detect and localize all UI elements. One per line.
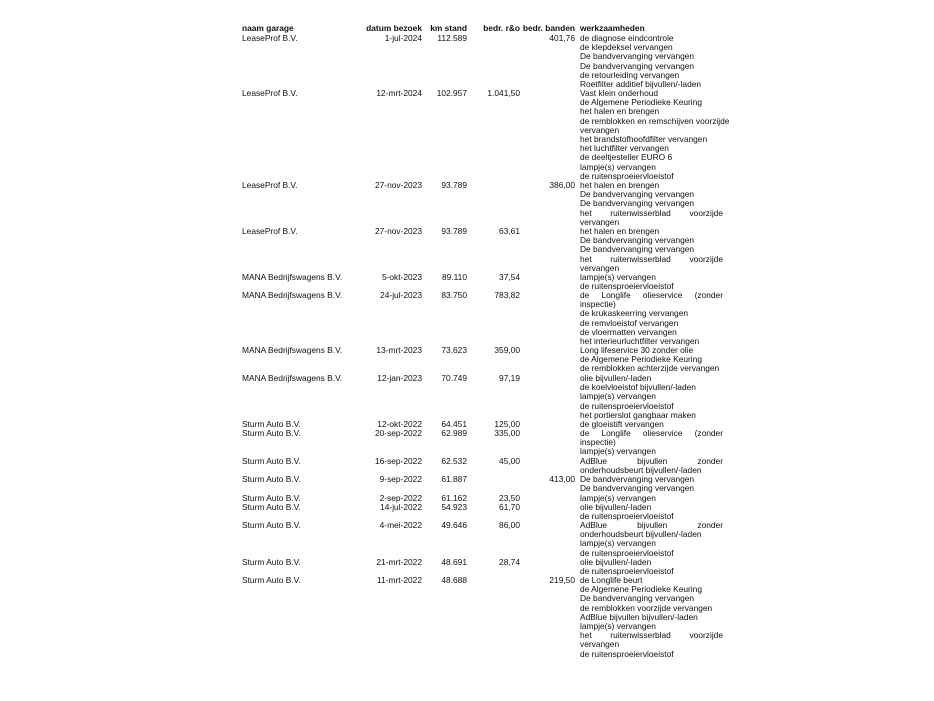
mileage-cell: 102.957	[436, 88, 467, 98]
work-item: De bandvervanging vervangen	[580, 244, 695, 255]
work-item: de ruitensproeiervloeistof	[580, 511, 674, 522]
repair-amount-cell: 125,00	[494, 419, 520, 429]
work-item: olie bijvullen/-laden	[580, 502, 652, 512]
visit-date-cell: 14-jul-2022	[380, 502, 422, 512]
work-item: de Longlife olieservice (zonder	[580, 290, 723, 300]
work-item: lampje(s) vervangen	[580, 493, 656, 503]
repair-amount-cell: 97,19	[499, 373, 520, 383]
work-item: de klepdeksel vervangen	[580, 42, 673, 53]
work-item: de ruitensproeiervloeistof	[580, 547, 674, 558]
mileage-cell: 112.589	[437, 33, 467, 43]
header-mileage: km stand	[430, 23, 467, 33]
work-item: inspectie)	[580, 437, 616, 448]
mileage-cell: 89.110	[442, 272, 467, 282]
work-item: AdBlue bijvullen zonder	[580, 520, 723, 530]
work-item: de ruitensproeiervloeistof	[580, 170, 674, 181]
visit-date-cell: 24-jul-2023	[380, 290, 422, 300]
garage-name-cell: MANA Bedrijfswagens B.V.	[242, 373, 343, 383]
garage-name-cell: Sturm Auto B.V.	[242, 502, 301, 512]
visit-date-cell: 27-nov-2023	[374, 180, 422, 190]
repair-amount-cell: 359,00	[494, 345, 520, 355]
work-item: lampje(s) vervangen	[580, 446, 656, 457]
work-item: de remblokken achterzijde vervangen	[580, 363, 720, 374]
repair-amount-cell: 37,54	[499, 272, 520, 282]
work-performed-cell	[580, 521, 725, 558]
work-item: lampje(s) vervangen	[580, 391, 656, 402]
garage-name-cell: Sturm Auto B.V.	[242, 456, 301, 466]
mileage-cell: 61.887	[441, 474, 467, 484]
header-tire-amount: bedr. banden	[522, 23, 575, 33]
work-item: het halen en brengen	[580, 180, 660, 190]
header-garage-name: naam garage	[242, 23, 294, 33]
repair-amount-cell: 1.041,50	[487, 88, 520, 98]
work-performed-cell	[580, 273, 725, 291]
mileage-cell: 93.789	[441, 226, 467, 236]
repair-amount-cell: 63,61	[499, 226, 520, 236]
garage-name-cell: LeaseProf B.V.	[242, 180, 298, 190]
work-performed-cell	[580, 475, 725, 493]
visit-date-cell: 11-mrt-2022	[377, 575, 422, 585]
work-item: De bandvervanging vervangen	[580, 198, 695, 209]
mileage-cell: 48.691	[441, 557, 467, 567]
work-item: de ruitensproeiervloeistof	[580, 648, 674, 659]
visit-date-cell: 9-sep-2022	[379, 474, 422, 484]
header-work-performed: werkzaamheden	[580, 23, 645, 33]
work-item: het interieurluchtfilter vervangen	[580, 335, 700, 346]
mileage-cell: 93.789	[441, 180, 467, 190]
work-item: onderhoudsbeurt bijvullen/-laden	[580, 529, 702, 540]
work-performed-cell	[580, 576, 725, 659]
work-item: het halen en brengen	[580, 226, 660, 236]
work-performed-cell	[580, 429, 725, 457]
work-item: De bandvervanging vervangen	[580, 235, 695, 246]
work-item: Long lifeservice 30 zonder olie	[580, 345, 694, 355]
work-item: de deeltjesteller EURO 6	[580, 152, 673, 163]
work-item: de Algemene Periodieke Keuring	[580, 584, 702, 595]
work-performed-cell	[580, 34, 725, 89]
mileage-cell: 83.750	[441, 290, 467, 300]
work-item: AdBlue bijvullen zonder	[580, 456, 723, 466]
work-item: de Algemene Periodieke Keuring	[580, 97, 702, 108]
garage-name-cell: MANA Bedrijfswagens B.V.	[242, 345, 343, 355]
visit-date-cell: 12-mrt-2024	[376, 88, 422, 98]
visit-date-cell: 16-sep-2022	[374, 456, 422, 466]
work-item: de koelvloeistof bijvullen/-laden	[580, 382, 696, 393]
work-item: De bandvervanging vervangen	[580, 60, 695, 71]
work-item: De bandvervanging vervangen	[580, 474, 695, 484]
mileage-cell: 49.646	[441, 520, 467, 530]
mileage-cell: 61.162	[441, 493, 467, 503]
work-performed-cell	[580, 558, 725, 576]
work-item: de remblokken voorzijde vervangen	[580, 602, 713, 613]
header-repair-amount: bedr. r&o	[483, 23, 520, 33]
work-item: De bandvervanging vervangen	[580, 483, 695, 494]
work-item: het ruitenwisserblad voorzijde	[580, 630, 723, 641]
garage-name-cell: Sturm Auto B.V.	[242, 493, 301, 503]
work-item: het luchtfilter vervangen	[580, 143, 669, 154]
work-item: inspectie)	[580, 299, 616, 310]
work-item: lampje(s) vervangen	[580, 161, 656, 172]
work-performed-cell	[580, 291, 725, 346]
garage-name-cell: LeaseProf B.V.	[242, 226, 298, 236]
work-performed-cell	[580, 181, 725, 227]
work-item: vervangen	[580, 216, 620, 227]
work-performed-cell	[580, 374, 725, 420]
repair-amount-cell: 783,82	[494, 290, 520, 300]
work-item: het brandstofhoofdfilter vervangen	[580, 133, 708, 144]
work-item: olie bijvullen/-laden	[580, 373, 652, 383]
work-item: Roetfilter additief bijvullen/-laden	[580, 78, 702, 89]
visit-date-cell: 2-sep-2022	[379, 493, 422, 503]
garage-name-cell: Sturm Auto B.V.	[242, 419, 301, 429]
work-item: De bandvervanging vervangen	[580, 51, 695, 62]
work-item: De bandvervanging vervangen	[580, 189, 695, 200]
work-performed-cell	[580, 503, 725, 521]
work-performed-cell	[580, 227, 725, 273]
tire-amount-cell: 386,00	[549, 180, 575, 190]
garage-name-cell: MANA Bedrijfswagens B.V.	[242, 272, 343, 282]
garage-name-cell: LeaseProf B.V.	[242, 88, 298, 98]
repair-amount-cell: 335,00	[494, 428, 520, 438]
work-performed-cell	[580, 88, 730, 181]
work-item: de ruitensproeiervloeistof	[580, 566, 674, 577]
visit-date-cell: 13-mrt-2023	[376, 345, 422, 355]
work-item: AdBlue bijvullen bijvullen/-laden	[580, 611, 698, 622]
visit-date-cell: 21-mrt-2022	[376, 557, 422, 567]
work-performed-cell	[580, 457, 725, 475]
work-item: de Longlife beurt	[580, 575, 643, 585]
work-item: de retourleiding vervangen	[580, 69, 680, 80]
work-item: De bandvervanging vervangen	[580, 593, 695, 604]
visit-date-cell: 20-sep-2022	[374, 428, 422, 438]
garage-name-cell: LeaseProf B.V.	[242, 33, 298, 43]
visit-date-cell: 27-nov-2023	[374, 226, 422, 236]
work-item: onderhoudsbeurt bijvullen/-laden	[580, 465, 702, 476]
work-item: de Longlife olieservice (zonder	[580, 428, 723, 438]
work-item: de remvloeistof vervangen	[580, 317, 679, 328]
mileage-cell: 54.923	[441, 502, 467, 512]
visit-date-cell: 12-jan-2023	[377, 373, 422, 383]
garage-name-cell: Sturm Auto B.V.	[242, 557, 301, 567]
work-item: olie bijvullen/-laden	[580, 557, 652, 567]
repair-amount-cell: 45,00	[499, 456, 520, 466]
work-item: het portierslot gangbaar maken	[580, 409, 696, 420]
mileage-cell: 64.451	[441, 419, 467, 429]
work-item: de Algemene Periodieke Keuring	[580, 354, 702, 365]
work-item: het ruitenwisserblad voorzijde	[580, 207, 723, 218]
work-item: de gloeistift vervangen	[580, 419, 664, 429]
work-item: lampje(s) vervangen	[580, 538, 656, 549]
work-item: de ruitensproeiervloeistof	[580, 400, 674, 411]
repair-amount-cell: 28,74	[499, 557, 520, 567]
work-item: lampje(s) vervangen	[580, 272, 656, 282]
work-item: de ruitensproeiervloeistof	[580, 281, 674, 292]
work-item: lampje(s) vervangen	[580, 620, 656, 631]
mileage-cell: 62.989	[441, 428, 467, 438]
visit-date-cell: 12-okt-2022	[377, 419, 422, 429]
repair-amount-cell: 23,50	[499, 493, 520, 503]
mileage-cell: 48.688	[441, 575, 467, 585]
garage-name-cell: Sturm Auto B.V.	[242, 428, 301, 438]
visit-date-cell: 4-mei-2022	[379, 520, 422, 530]
tire-amount-cell: 219,50	[549, 575, 575, 585]
mileage-cell: 62.532	[441, 456, 467, 466]
work-item: het ruitenwisserblad voorzijde	[580, 253, 723, 264]
work-item: het halen en brengen	[580, 106, 660, 117]
work-performed-cell	[580, 346, 725, 374]
work-item: de krukaskeerring vervangen	[580, 308, 689, 319]
garage-name-cell: MANA Bedrijfswagens B.V.	[242, 290, 343, 300]
work-item: vervangen	[580, 124, 620, 135]
work-item: vervangen	[580, 639, 620, 650]
tire-amount-cell: 401,76	[549, 33, 575, 43]
work-item: vervangen	[580, 262, 620, 273]
garage-name-cell: Sturm Auto B.V.	[242, 520, 301, 530]
work-item: de remblokken en remschijven voorzijde	[580, 115, 730, 126]
repair-amount-cell: 86,00	[499, 520, 520, 530]
visit-date-cell: 1-jul-2024	[384, 33, 422, 43]
mileage-cell: 70.749	[441, 373, 467, 383]
visit-date-cell: 5-okt-2023	[381, 272, 422, 282]
work-item: de vloermatten vervangen	[580, 326, 677, 337]
mileage-cell: 73.623	[441, 345, 467, 355]
garage-name-cell: Sturm Auto B.V.	[242, 575, 301, 585]
header-visit-date: datum bezoek	[366, 23, 422, 33]
work-item: Vast klein onderhoud	[580, 88, 659, 98]
tire-amount-cell: 413,00	[549, 474, 575, 484]
repair-amount-cell: 61,70	[499, 502, 520, 512]
garage-name-cell: Sturm Auto B.V.	[242, 474, 301, 484]
work-item: de diagnose eindcontrole	[580, 33, 674, 43]
